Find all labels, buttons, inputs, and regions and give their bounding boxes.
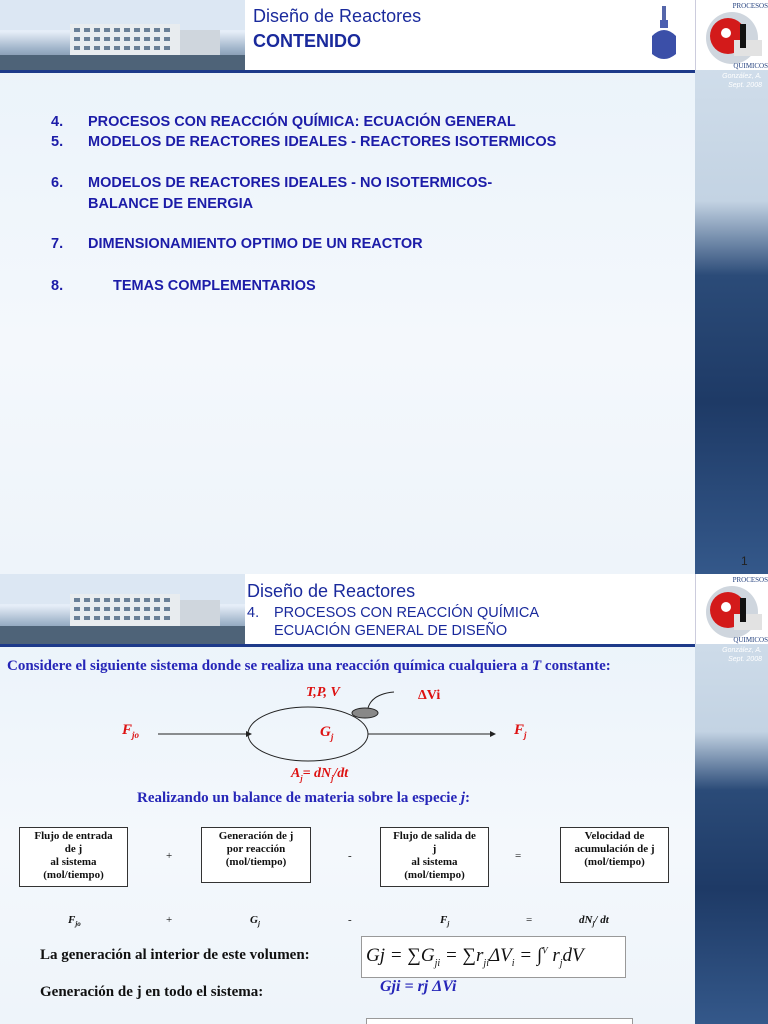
box-line: Velocidad de bbox=[584, 830, 645, 842]
slide-title: Diseño de Reactores bbox=[247, 581, 416, 601]
list-item-number: 6. bbox=[51, 175, 64, 191]
accumulation-eq-end: /dt bbox=[333, 766, 349, 781]
box-line: por reacción bbox=[226, 843, 286, 855]
logo-text-bottom: QUIMICOS bbox=[733, 62, 768, 70]
author-block bbox=[722, 72, 762, 90]
intro-text bbox=[7, 658, 611, 675]
list-item bbox=[51, 134, 557, 150]
box-line: acumulación de j bbox=[574, 843, 655, 855]
list-item-text: PROCESOS CON REACCIÓN QUÍMICA: ECUACIÓN GENERAL bbox=[88, 114, 516, 130]
equals-operator: = bbox=[515, 850, 522, 862]
logo-text-top: PROCESOS bbox=[732, 2, 768, 10]
balance-heading bbox=[137, 790, 470, 807]
symbol-end: / dt bbox=[594, 914, 609, 926]
minus-operator: - bbox=[348, 850, 352, 862]
slide-2 bbox=[0, 574, 768, 1024]
inflow-main: F bbox=[122, 722, 133, 738]
list-item-text: TEMAS COMPLEMENTARIOS bbox=[113, 278, 316, 294]
gji-formula: Gji = rj ΔVi bbox=[380, 978, 457, 995]
symbol-generation bbox=[250, 914, 260, 928]
page-number: 1 bbox=[741, 554, 748, 568]
list-item-text: DIMENSIONAMIENTO OPTIMO DE UN REACTOR bbox=[88, 236, 423, 252]
slide-title: Diseño de Reactores bbox=[253, 6, 422, 26]
outflow-label bbox=[514, 722, 527, 740]
accumulation-box bbox=[560, 827, 669, 883]
symbol-main: F bbox=[68, 914, 76, 926]
list-item-text: MODELOS DE REACTORES IDEALES - NO ISOTERMICOS- bbox=[88, 175, 493, 191]
author-date: Sept. 2008 bbox=[728, 82, 762, 89]
balance-heading-j: j bbox=[460, 790, 466, 806]
delta-vi-label: ΔVi bbox=[418, 688, 441, 703]
author-date: Sept. 2008 bbox=[728, 656, 762, 663]
outflow-sub: j bbox=[524, 730, 527, 740]
box-line: Flujo de entrada bbox=[34, 830, 113, 842]
symbol-main: F bbox=[440, 914, 448, 926]
subtitle-line-1: PROCESOS CON REACCIÓN QUÍMICA bbox=[274, 605, 540, 621]
box-line: de j bbox=[64, 843, 83, 855]
logo-text-bottom: QUIMICOS bbox=[733, 636, 768, 644]
reactor-ellipse bbox=[248, 707, 368, 761]
header-divider bbox=[0, 70, 695, 73]
building-illustration bbox=[0, 574, 245, 644]
subtitle-line-2: ECUACIÓN GENERAL DE DISEÑO bbox=[274, 623, 508, 639]
plus-operator: + bbox=[166, 914, 173, 926]
list-item bbox=[51, 278, 316, 294]
building-illustration bbox=[0, 0, 245, 70]
inflow-box bbox=[19, 827, 128, 887]
procesos-quimicos-logo bbox=[695, 0, 768, 70]
header-building-photo bbox=[0, 574, 245, 644]
box-line: (mol/tiempo) bbox=[404, 869, 465, 881]
generation-volume-text: La generación al interior de este volumen: bbox=[40, 947, 310, 963]
list-item-number: 4. bbox=[51, 114, 64, 130]
balance-heading-end: : bbox=[465, 790, 471, 806]
list-item-number: 7. bbox=[51, 236, 64, 252]
generation-sub: j bbox=[330, 732, 334, 742]
volume-element bbox=[352, 708, 378, 718]
reactor-diagram bbox=[110, 682, 670, 792]
symbol-outflow bbox=[440, 914, 449, 928]
symbol-sub: j bbox=[257, 920, 260, 929]
volume-pointer bbox=[368, 692, 394, 708]
formula-box-partial bbox=[366, 1018, 633, 1024]
box-line: (mol/tiempo) bbox=[43, 869, 104, 881]
list-item-number: 8. bbox=[51, 278, 64, 294]
list-item-text: BALANCE DE ENERGIA bbox=[88, 196, 254, 212]
reactor-icon bbox=[649, 6, 679, 64]
symbol-sub: j bbox=[447, 920, 450, 929]
equals-operator: = bbox=[526, 914, 533, 926]
box-line: al sistema bbox=[50, 856, 97, 868]
slide-subtitle bbox=[247, 604, 540, 639]
accumulation-label bbox=[291, 766, 348, 783]
plus-operator: + bbox=[166, 850, 173, 862]
intro-text-T: T bbox=[532, 658, 542, 674]
outflow-box bbox=[380, 827, 489, 887]
procesos-quimicos-logo bbox=[695, 574, 768, 644]
intro-text-end: constante: bbox=[541, 658, 611, 674]
right-decor-bar bbox=[695, 574, 768, 1024]
generation-main: G bbox=[320, 724, 331, 740]
generation-box bbox=[201, 827, 311, 883]
box-line: Flujo de salida de bbox=[393, 830, 476, 842]
list-item-text: MODELOS DE REACTORES IDEALES - REACTORES ISOTERMICOS bbox=[88, 134, 557, 150]
list-item bbox=[51, 236, 423, 252]
symbol-main: dN bbox=[579, 914, 593, 926]
generation-formula: $Gj = \sum G_{ji} = \sum r_{ji}\Delta V_i = \int^V$ $r_jdV$ bbox=[366, 945, 584, 969]
box-line: (mol/tiempo) bbox=[225, 856, 287, 868]
slide-subtitle: CONTENIDO bbox=[253, 31, 361, 51]
list-item-number: 5. bbox=[51, 134, 64, 150]
box-line: Generación de j bbox=[218, 830, 294, 842]
symbol-sub: jo bbox=[75, 920, 81, 929]
accumulation-sub: j bbox=[300, 773, 303, 783]
list-item bbox=[51, 175, 493, 191]
header-building-photo bbox=[0, 0, 245, 70]
inflow-sub: jo bbox=[132, 730, 140, 740]
right-decor-bar bbox=[695, 0, 768, 574]
author-name: González, A. bbox=[722, 647, 762, 654]
accumulation-eq-sub: j bbox=[331, 773, 334, 783]
box-line: al sistema bbox=[411, 856, 458, 868]
minus-operator: - bbox=[348, 914, 352, 926]
symbol-accumulation bbox=[579, 914, 609, 928]
list-item bbox=[51, 114, 516, 130]
inflow-label bbox=[122, 722, 139, 740]
symbol-sub: j bbox=[592, 920, 595, 929]
conditions-label: T,P, V bbox=[306, 685, 340, 700]
box-line: (mol/tiempo) bbox=[584, 856, 645, 868]
generation-formula-text: Gj = ∑G bbox=[366, 945, 435, 966]
author-block bbox=[722, 646, 762, 664]
header-divider bbox=[0, 644, 695, 647]
box-line: j bbox=[432, 843, 437, 855]
generation-system-text: Generación de j en todo el sistema: bbox=[40, 984, 264, 1000]
symbol-inflow bbox=[68, 914, 81, 928]
author-name: González, A. bbox=[722, 73, 762, 80]
subtitle-number: 4. bbox=[247, 605, 260, 621]
generation-formula-box bbox=[361, 936, 626, 978]
outflow-main: F bbox=[514, 722, 525, 738]
symbol-main: G bbox=[250, 914, 258, 926]
intro-text-body: Considere el siguiente sistema donde se realiza una reacción química cualquiera a bbox=[7, 658, 532, 674]
generation-label bbox=[320, 724, 333, 742]
logo-text-top: PROCESOS bbox=[732, 576, 768, 584]
accumulation-eq: = dN bbox=[302, 766, 332, 781]
accumulation-main: A bbox=[291, 766, 301, 781]
balance-heading-text: Realizando un balance de materia sobre la especie bbox=[137, 790, 461, 806]
